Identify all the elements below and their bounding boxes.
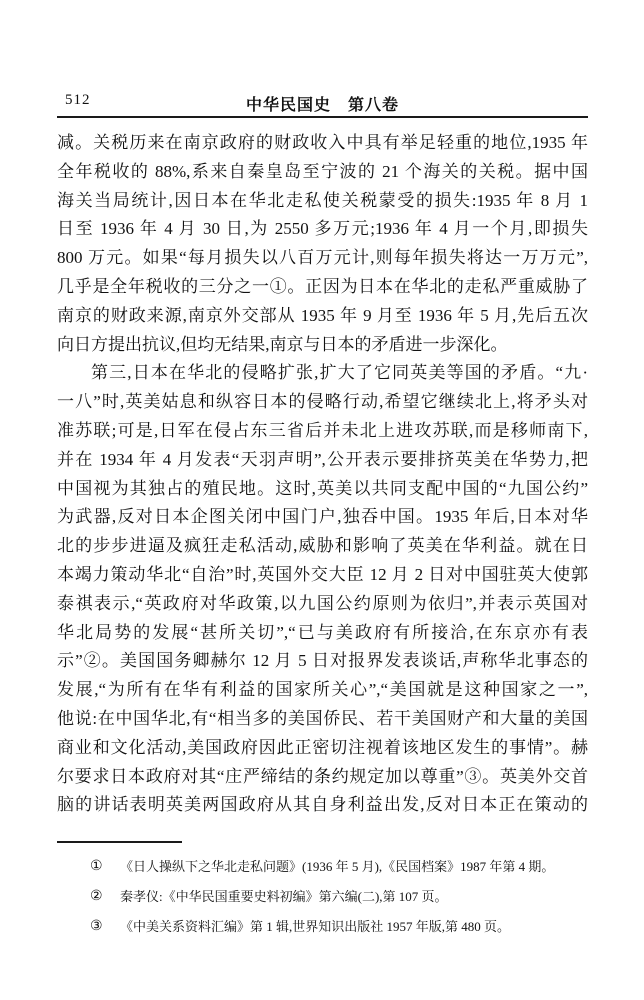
book-title: 中华民国史 第八卷 <box>245 97 399 114</box>
footnotes <box>90 852 588 942</box>
footnote-text: 《日人操纵下之华北走私问题》(1936 年 5 月),《民国档案》1987 年第 4 期。 <box>120 859 555 874</box>
body-line: 为武器,反对日本企图关闭中国门户,独吞中国。1935 年后,日本对华 <box>57 507 588 527</box>
body-line: 华北局势的发展“甚所关切”,“已与美政府有所接洽,在东京亦有表 <box>57 622 588 642</box>
body-line: 并在 1934 年 4 月发表“天羽声明”,公开表示要排挤英美在华势力,把 <box>57 449 588 469</box>
footnote-separator-rule <box>57 841 182 843</box>
body-line: 尔要求日本政府对其“庄严缔结的条约规定加以尊重”③。英美外交首 <box>57 766 588 786</box>
body-line: 商业和文化活动,美国政府因此正密切注视着该地区发生的事情”。赫 <box>57 737 588 757</box>
footnote-marker: ① <box>90 859 103 874</box>
footnote <box>90 882 588 912</box>
body-line: 南京的财政来源,南京外交部从 1935 年 9 月至 1936 年 5 月,先后五次 <box>57 305 588 325</box>
body-line: 减。关税历来在南京政府的财政收入中具有举足轻重的地位,1935 年 <box>57 133 588 152</box>
footnote-text: 秦孝仪:《中华民国重要史料初编》第六编(二),第 107 页。 <box>120 889 448 904</box>
body-line: 800 万元。如果“每月损失以八百万元计,则每年损失将达一万万元”, <box>57 248 588 268</box>
header-rule <box>57 116 588 118</box>
body-line: 示”②。美国国务卿赫尔 12 月 5 日对报界发表谈话,声称华北事态的 <box>57 651 588 671</box>
footnote-marker: ② <box>90 889 103 904</box>
body-line-paragraph-end: 向日方提出抗议,但均无结果,南京与日本的矛盾进一步深化。 <box>57 334 508 354</box>
body-line: 本竭力策动华北“自治”时,英国外交大臣 12 月 2 日对中国驻英大使郭 <box>57 564 588 584</box>
body-line: 他说:在中国华北,有“相当多的美国侨民、若干美国财产和大量的美国 <box>57 708 588 728</box>
body-line: 中国视为其独占的殖民地。这时,英美以共同支配中国的“九国公约” <box>57 478 588 498</box>
running-header <box>57 92 588 112</box>
footnote <box>90 852 588 882</box>
body-line: 脑的讲话表明英美两国政府从其自身利益出发,反对日本正在策动的 <box>57 795 588 815</box>
body-line: 泰祺表示,“英政府对华政策,以九国公约原则为依归”,并表示英国对 <box>57 593 588 613</box>
body-line: 准苏联;可是,日军在侵占东三省后并未北上进攻苏联,而是移师南下, <box>57 420 588 440</box>
footnote-marker: ③ <box>90 919 103 934</box>
body-line: 日至 1936 年 4 月 30 日,为 2550 多万元;1936 年 4 月一个月,即损失 <box>57 219 588 239</box>
body-text <box>57 129 588 820</box>
page-number: 512 <box>65 92 91 108</box>
body-line: 一八”时,英美姑息和纵容日本的侵略行动,希望它继续北上,将矛头对 <box>57 392 588 412</box>
body-line: 发展,“为所有在华有利益的国家所关心”,“美国就是这种国家之一”, <box>57 680 588 700</box>
body-line: 北的步步进逼及疯狂走私活动,威胁和影响了英美在华利益。就在日 <box>57 536 588 556</box>
body-line: 海关当局统计,因日本在华北走私使关税蒙受的损失:1935 年 8 月 1 <box>57 190 588 210</box>
footnote <box>90 912 588 942</box>
footnote-text: 《中美关系资料汇编》第 1 辑,世界知识出版社 1957 年版,第 480 页。 <box>120 919 511 934</box>
body-line: 全年税收的 88%,系来自秦皇岛至宁波的 21 个海关的关税。据中国 <box>57 161 588 181</box>
body-line-paragraph-start: 第三,日本在华北的侵略扩张,扩大了它同英美等国的矛盾。“九· <box>91 363 588 383</box>
body-line: 几乎是全年税收的三分之一①。正因为日本在华北的走私严重威胁了 <box>57 276 588 296</box>
